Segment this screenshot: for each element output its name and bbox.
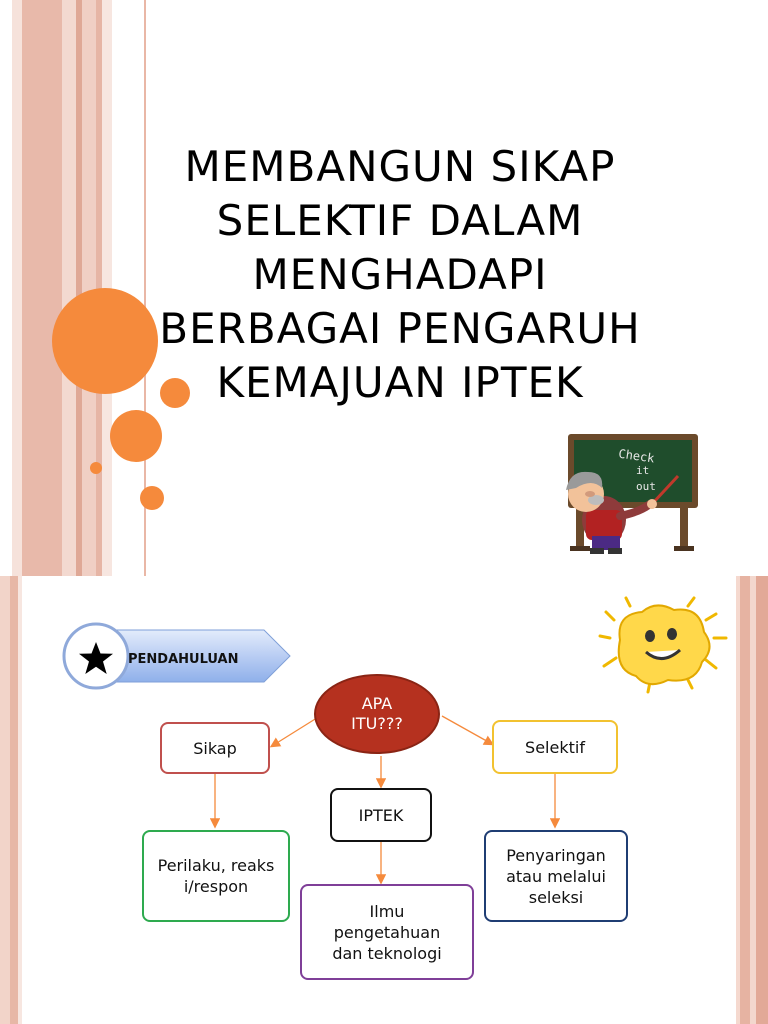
title-line: SELEKTIF DALAM bbox=[216, 196, 584, 245]
section-label: PENDAHULUAN bbox=[128, 652, 239, 667]
decor-stripe bbox=[22, 0, 62, 576]
center-node-apa-itu bbox=[314, 674, 440, 754]
title-line: MEMBANGUN SIKAP bbox=[184, 142, 616, 191]
node-iptek-definition bbox=[300, 884, 474, 980]
node-selektif-definition bbox=[484, 830, 628, 922]
decor-circle bbox=[140, 486, 164, 510]
node-label: Ilmu pengetahuan dan teknologi bbox=[332, 901, 442, 963]
title-line: BERBAGAI PENGARUH bbox=[159, 304, 641, 353]
node-selektif bbox=[492, 720, 618, 774]
node-label: Perilaku, reaksi/respon bbox=[157, 856, 275, 896]
node-iptek bbox=[330, 788, 432, 842]
node-label: Selektif bbox=[525, 737, 585, 757]
decor-stripe bbox=[12, 0, 22, 576]
node-label: Sikap bbox=[193, 738, 237, 758]
decor-circle bbox=[90, 462, 102, 474]
title-line: MENGHADAPI bbox=[252, 250, 548, 299]
node-sikap bbox=[160, 722, 270, 774]
teacher-chalkboard-clipart-icon bbox=[552, 432, 702, 556]
chalk-text: it bbox=[636, 464, 650, 477]
center-node-label: APA ITU??? bbox=[351, 694, 403, 733]
decor-circle bbox=[110, 410, 162, 462]
title-line: KEMAJUAN IPTEK bbox=[216, 358, 584, 407]
chalk-text: out bbox=[636, 480, 656, 493]
node-label: IPTEK bbox=[358, 805, 404, 825]
intro-slide bbox=[0, 576, 768, 1024]
node-sikap-definition bbox=[142, 830, 290, 922]
decor-stripe bbox=[62, 0, 76, 576]
node-label: Penyaringanatau melalui seleksi bbox=[506, 845, 606, 907]
slide-title bbox=[120, 140, 680, 410]
chalk-text: Check bbox=[617, 446, 656, 466]
